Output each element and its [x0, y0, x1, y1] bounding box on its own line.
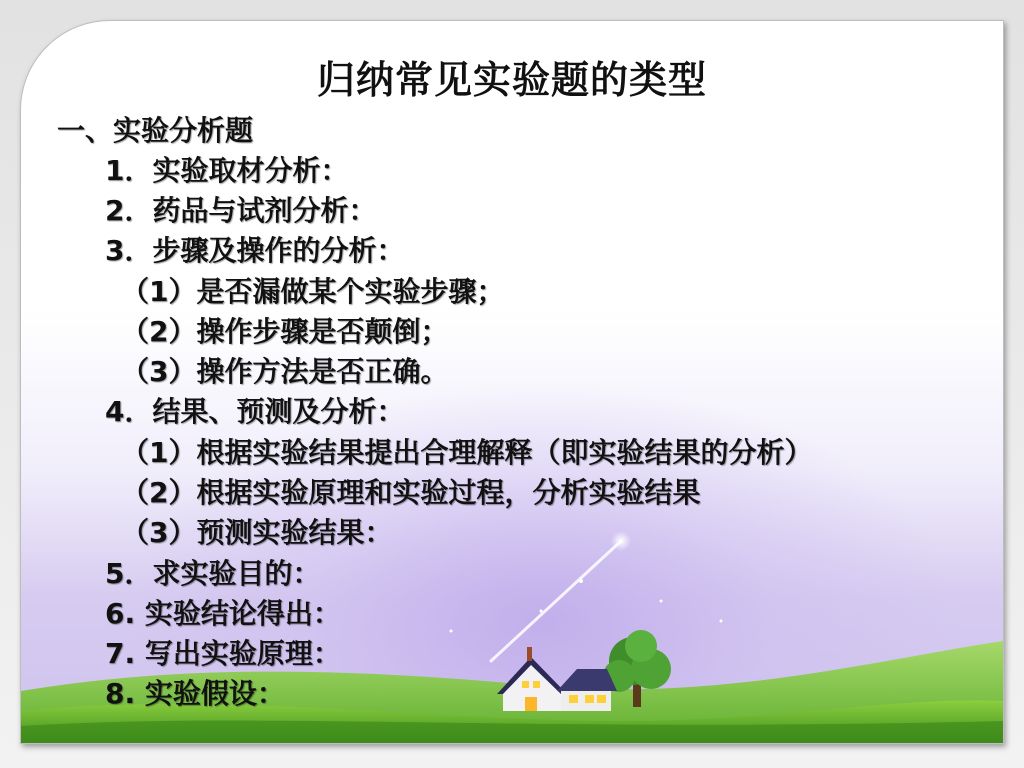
- sub-list-item: （1）根据实验结果提出合理解释（即实验结果的分析）: [121, 436, 813, 469]
- list-item: 6. 实验结论得出：: [105, 597, 341, 630]
- list-item: 3．步骤及操作的分析：: [105, 234, 405, 267]
- list-item: 7. 写出实验原理：: [105, 637, 341, 670]
- sub-list-item: （2）操作步骤是否颠倒；: [121, 315, 449, 348]
- list-item: 1．实验取材分析：: [105, 154, 349, 187]
- slide: [20, 20, 1004, 744]
- list-item: 4．结果、预测及分析：: [105, 395, 405, 428]
- sub-list-item: （3）操作方法是否正确。: [121, 355, 449, 388]
- list-item: 2．药品与试剂分析：: [105, 194, 377, 227]
- sub-list-item: （3）预测实验结果：: [121, 516, 393, 549]
- shooting-star: [491, 541, 621, 661]
- section-heading: 一、实验分析题: [57, 114, 254, 147]
- star-glow: [611, 531, 631, 551]
- slide-title: 归纳常见实验题的类型: [316, 58, 707, 102]
- sub-list-item: （2）根据实验原理和实验过程，分析实验结果: [121, 476, 701, 509]
- list-item: 5．求实验目的：: [105, 557, 321, 590]
- list-item: 8. 实验假设：: [105, 677, 285, 710]
- house: [497, 647, 617, 711]
- sub-list-item: （1）是否漏做某个实验步骤；: [121, 275, 505, 308]
